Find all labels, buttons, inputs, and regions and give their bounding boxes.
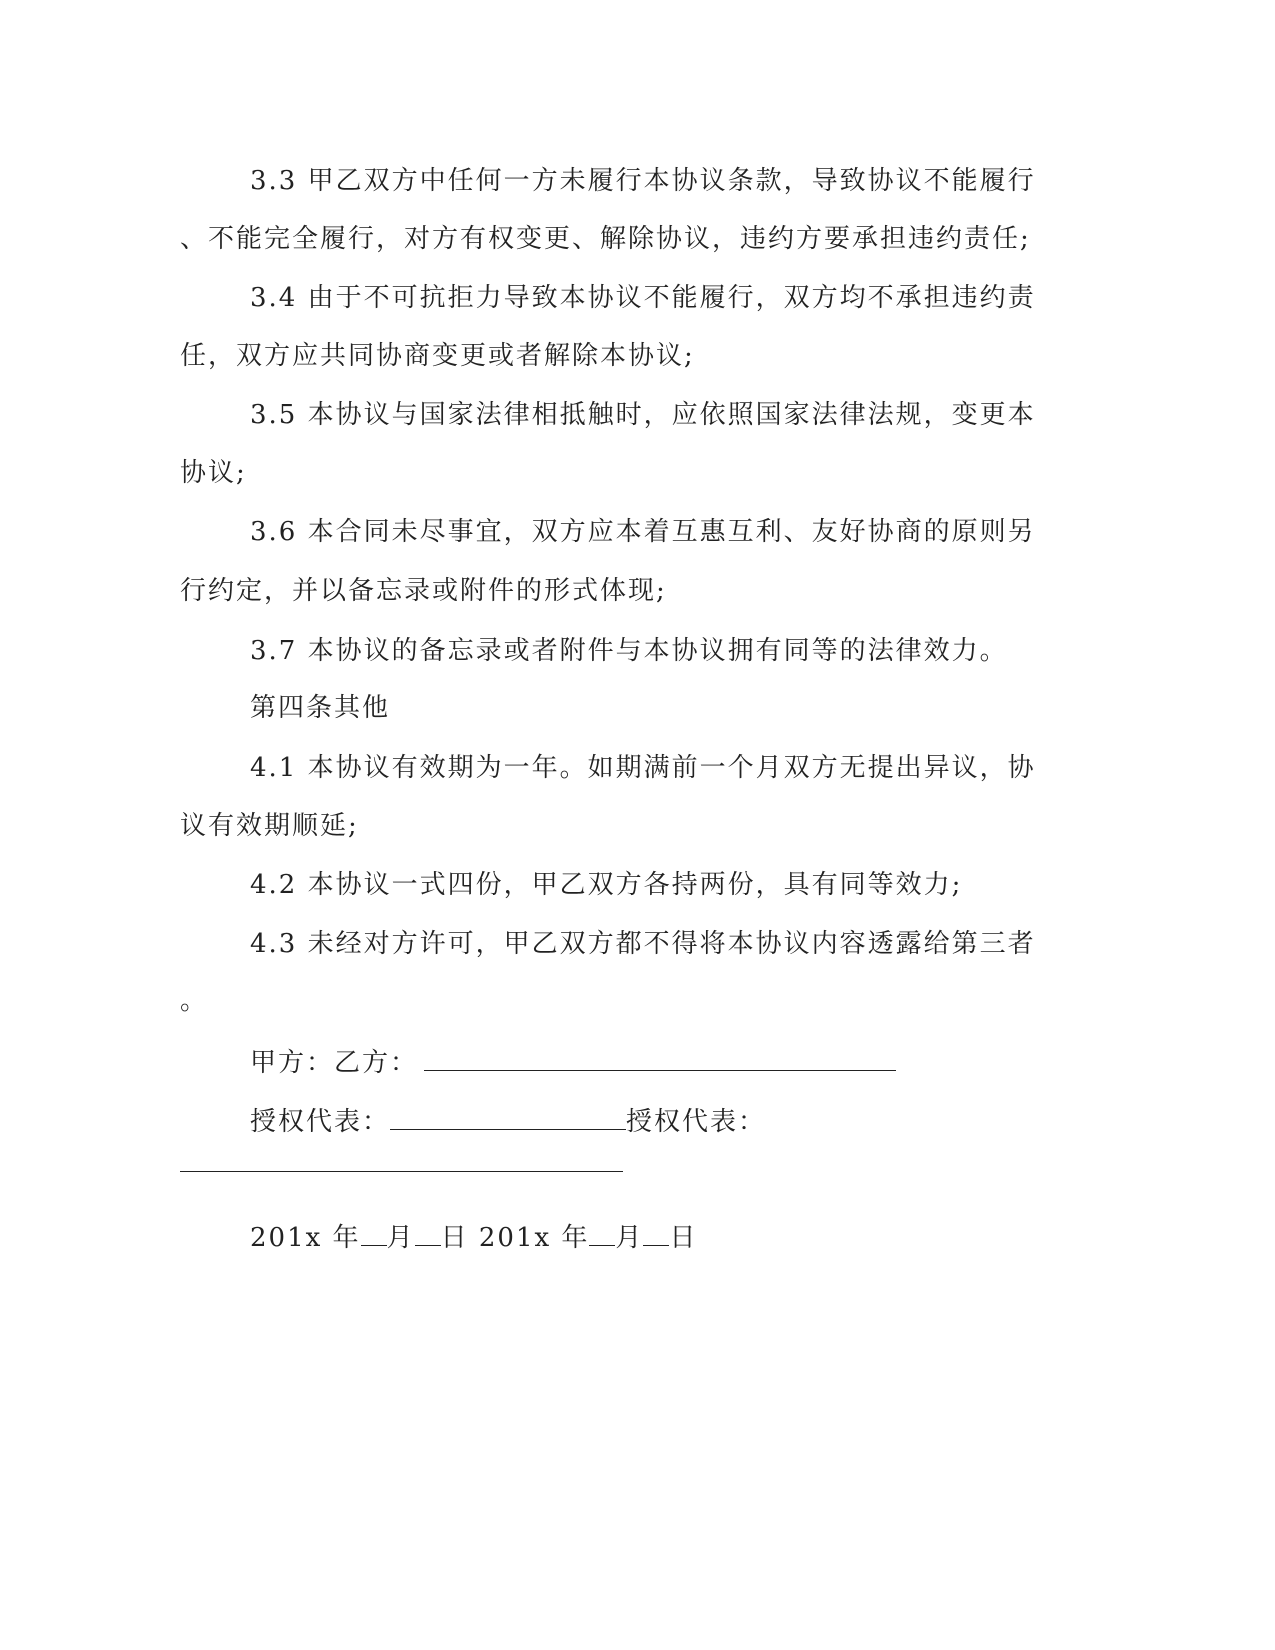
parties-line xyxy=(250,1047,1060,1079)
date-a-day: 日 xyxy=(440,1223,469,1253)
date-b-year: 201x 年 xyxy=(478,1223,590,1253)
clause-3-4-line-1: 3.4 由于不可抗拒力导致本协议不能履行，双方均不承担违约责 xyxy=(250,283,1036,313)
rep-a-signature-blank xyxy=(390,1107,626,1130)
clause-3-3-line-1: 3.3 甲乙双方中任何一方未履行本协议条款，导致协议不能履行 xyxy=(250,166,1036,196)
clause-4-3-line-2: 。 xyxy=(180,986,209,1016)
clause-3-5-line-1: 3.5 本协议与国家法律相抵触时，应依照国家法律法规，变更本 xyxy=(250,400,1036,430)
clause-3-5-line-2: 协议; xyxy=(180,458,247,488)
clause-4-3-line-1: 4.3 未经对方许可，甲乙双方都不得将本协议内容透露给第三者 xyxy=(250,929,1036,959)
clause-3-6-line-1: 3.6 本合同未尽事宜，双方应本着互惠互利、友好协商的原则另 xyxy=(250,517,1036,547)
date-b-day: 日 xyxy=(669,1223,698,1253)
parties-label: 甲方：乙方： xyxy=(250,1048,419,1078)
date-a-month-blank xyxy=(361,1223,387,1246)
date-b-day-blank xyxy=(643,1223,669,1246)
parties-signature-blank xyxy=(424,1048,896,1071)
clause-3-7: 3.7 本协议的备忘录或者附件与本协议拥有同等的法律效力。 xyxy=(250,636,1008,666)
clause-3-6-line-2: 行约定，并以备忘录或附件的形式体现; xyxy=(180,576,667,606)
section-heading-4: 第四条其他 xyxy=(250,693,391,723)
rep-label-b: 授权代表： xyxy=(626,1107,767,1137)
clause-4-1-line-1: 4.1 本协议有效期为一年。如期满前一个月双方无提出异议，协 xyxy=(250,753,1036,783)
rep-b-signature-blank xyxy=(180,1171,623,1172)
clause-3-3-line-2: 、不能完全履行，对方有权变更、解除协议，违约方要承担违约责任; xyxy=(180,224,1031,254)
date-a-month: 月 xyxy=(386,1223,415,1253)
rep-label-a: 授权代表： xyxy=(250,1107,391,1137)
representative-line xyxy=(250,1106,1060,1138)
clause-3-4-line-2: 任，双方应共同协商变更或者解除本协议; xyxy=(180,341,695,371)
date-b-month: 月 xyxy=(615,1223,644,1253)
date-a-day-blank xyxy=(415,1223,441,1246)
date-a-year: 201x 年 xyxy=(250,1223,361,1253)
clause-4-1-line-2: 议有效期顺延; xyxy=(180,811,359,841)
clause-4-2: 4.2 本协议一式四份，甲乙双方各持两份，具有同等效力; xyxy=(250,870,963,900)
date-line xyxy=(250,1222,1060,1254)
date-b-month-blank xyxy=(589,1223,615,1246)
